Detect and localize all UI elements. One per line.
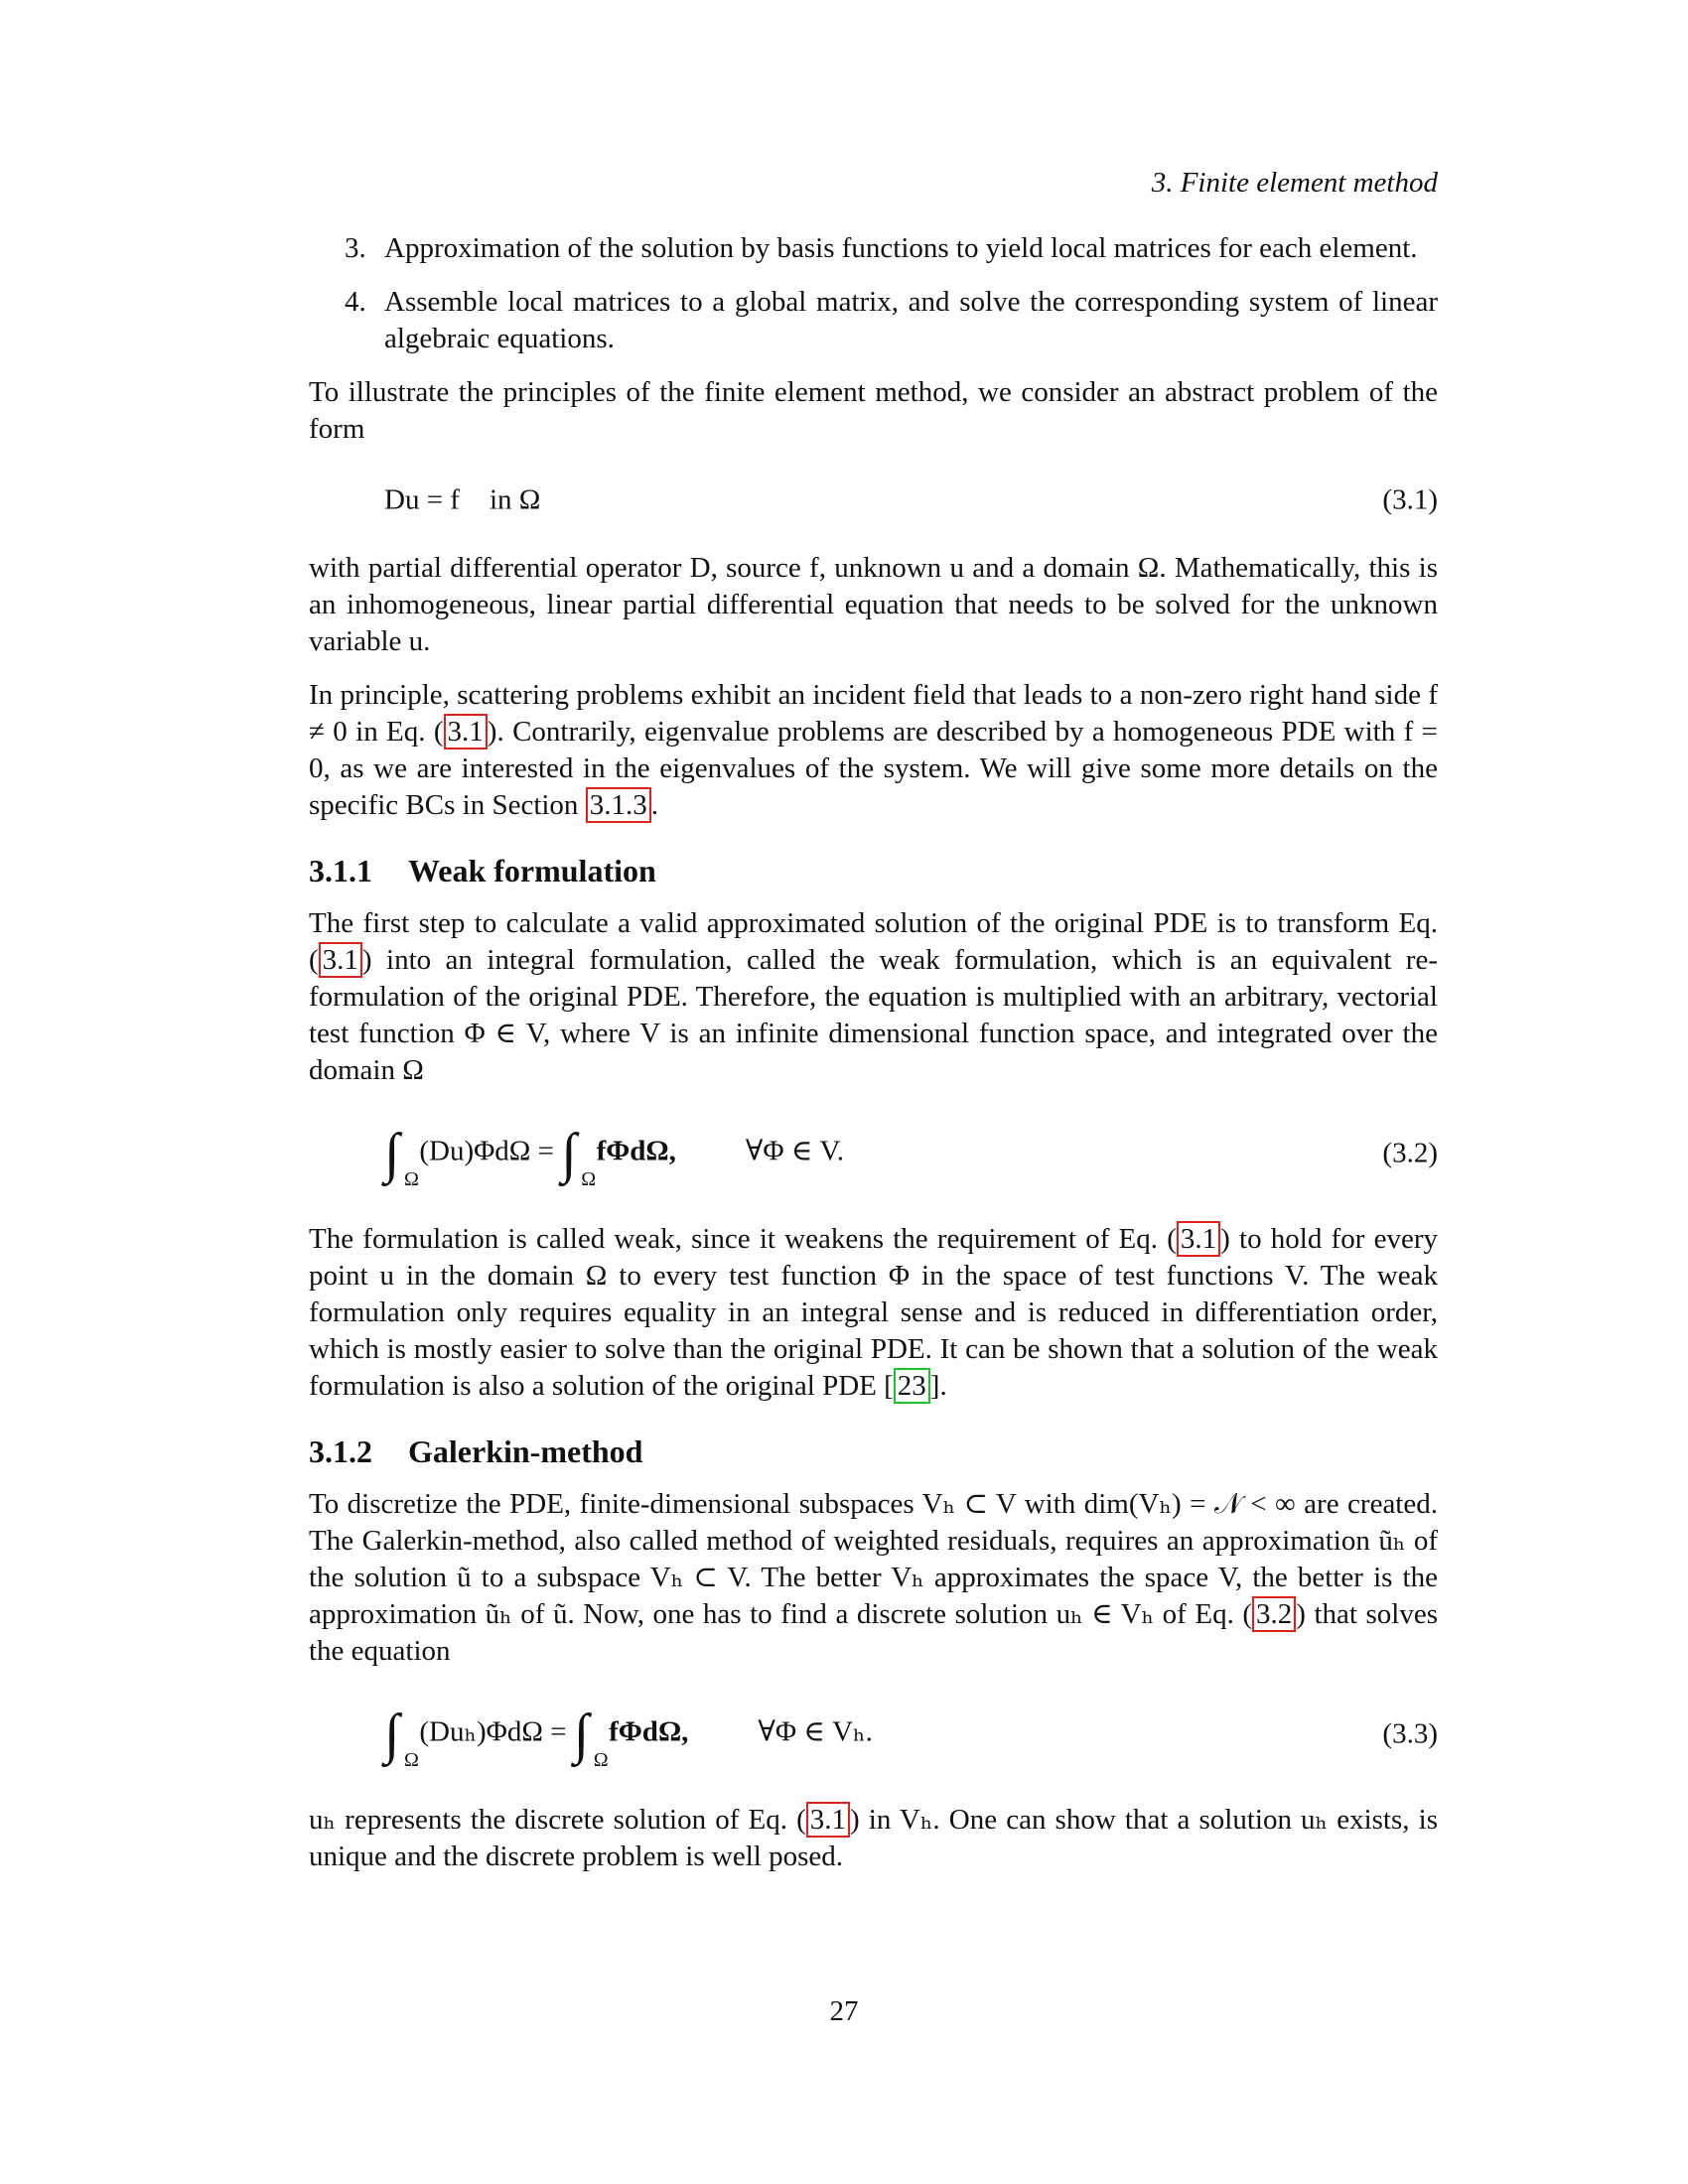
intro-paragraph: To illustrate the principles of the finite element method, we consider an abstract problem of the form — [309, 376, 1438, 445]
equation-rhs: fΦdΩ, — [596, 1135, 676, 1167]
text-run: To discretize the PDE, finite-dimensional subspaces Vₕ ⊂ V with dim(Vₕ) = 𝒩 < ∞ are created. The Galerkin-method, also called method of weighted residuals, requires an approximation ũₕ of the solution ũ to a subspace Vₕ ⊂ V. The better Vₕ approximates the space V, the better is the approximation ũₕ of ũ. Now, one has to find a discrete solution uₕ ∈ Vₕ of Eq. ( — [309, 1488, 1438, 1630]
equation-ref-link[interactable]: 3.1 — [806, 1802, 850, 1838]
list-item — [345, 284, 1438, 357]
integral-subscript: Ω — [404, 1749, 419, 1771]
section-heading-galerkin-method — [309, 1433, 1438, 1470]
equation-label: (3.1) — [1382, 483, 1438, 516]
section-heading-weak-formulation — [309, 852, 1438, 889]
list-item-text: Assemble local matrices to a global matrix, and solve the corresponding system of linear algebraic equations. — [384, 286, 1438, 354]
list-item-text: Approximation of the solution by basis functions to yield local matrices for each element. — [384, 232, 1418, 264]
equation-condition: ∀Φ ∈ Vₕ. — [758, 1715, 873, 1748]
equation-ref-link[interactable]: 3.1 — [319, 942, 362, 978]
weak-called-paragraph — [309, 1221, 1438, 1405]
list-item — [345, 230, 1438, 267]
integral-sign: ∫ Ω — [561, 1123, 597, 1190]
page-number: 27 — [829, 1995, 859, 2027]
integral-sign: ∫ Ω — [384, 1123, 419, 1190]
section-number: 3.1.1 — [309, 853, 372, 888]
equation-ref-link[interactable]: 3.1 — [444, 714, 488, 750]
equation-lhs: (Duₕ)ΦdΩ = — [419, 1715, 567, 1748]
equation-label: (3.2) — [1382, 1137, 1438, 1169]
list-item-number: 3. — [345, 232, 366, 264]
section-number: 3.1.2 — [309, 1433, 372, 1469]
equation-domain: in Ω — [489, 483, 541, 516]
equation-lhs: Du = f — [384, 483, 460, 516]
text-run: ]. — [929, 1370, 947, 1402]
main-content — [309, 230, 1438, 1892]
text-run: ) to hold for every point u in the domain Ω to every test function Φ in the space of test functions V. The weak formulation only requires equality in an integral sense and is reduced in differentiation order, which is mostly easier to solve than the original PDE. It can be shown that a solution of the weak formulation is also a solution of the original PDE [ — [309, 1223, 1438, 1402]
integral-subscript: Ω — [581, 1168, 597, 1190]
discrete-paragraph — [309, 1802, 1438, 1875]
text-run: The first step to calculate a valid approximated solution of the original PDE is to transform Eq. ( — [309, 907, 1438, 976]
galerkin-paragraph — [309, 1486, 1438, 1670]
equation-label: (3.3) — [1382, 1717, 1438, 1750]
text-run: The formulation is called weak, since it weakens the requirement of Eq. ( — [309, 1223, 1177, 1255]
equation-ref-link[interactable]: 3.1 — [1177, 1221, 1220, 1257]
section-ref-link[interactable]: 3.1.3 — [586, 787, 651, 823]
section-title: Galerkin-method — [408, 1433, 643, 1469]
integral-subscript: Ω — [404, 1168, 419, 1190]
operator-paragraph: with partial differential operator D, source f, unknown u and a domain Ω. Mathematically, this is an inhomogeneous, linear partial differential equation that needs to be solved for the unknown variable u. — [309, 552, 1438, 657]
equation-3-3 — [309, 1687, 1438, 1782]
text-run: In principle, scattering problems exhibit an incident field that leads to a non-zero right hand side f ≠ 0 in Eq. ( — [309, 679, 1438, 748]
section-title: Weak formulation — [408, 853, 656, 888]
equation-ref-link[interactable]: 3.2 — [1252, 1596, 1296, 1632]
text-run: uₕ represents the discrete solution of Eq. ( — [309, 1804, 806, 1836]
text-run: ) into an integral formulation, called the weak formulation, which is an equivalent re-formulation of the original PDE. Therefore, the equation is multiplied with an arbitrary, vectorial test function Φ ∈ V, where V is an infinite dimensional function space, and integrated over the domain Ω — [309, 944, 1438, 1086]
running-head: 3. Finite element method — [1151, 167, 1438, 199]
text-run: ) that solves the equation — [309, 1598, 1438, 1667]
equation-lhs: (Du)ΦdΩ = — [419, 1135, 554, 1167]
text-run: . — [650, 789, 658, 821]
text-run: ). Contrarily, eigenvalue problems are described by a homogeneous PDE with f = 0, as we are interested in the eigenvalues of the system. We will give some more details on the specific BCs in Section — [309, 716, 1438, 821]
list-item-number: 4. — [345, 286, 366, 318]
integral-subscript: Ω — [593, 1749, 609, 1771]
scattering-paragraph — [309, 677, 1438, 824]
citation-link[interactable]: 23 — [894, 1368, 930, 1404]
equation-rhs: fΦdΩ, — [609, 1715, 689, 1748]
text-run: ) in Vₕ. One can show that a solution uₕ exists, is unique and the discrete problem is well posed. — [309, 1804, 1438, 1872]
integral-sign: ∫ Ω — [573, 1704, 609, 1771]
weak-paragraph — [309, 905, 1438, 1089]
equation-3-2 — [309, 1106, 1438, 1201]
equation-condition: ∀Φ ∈ V. — [745, 1135, 844, 1167]
integral-sign: ∫ Ω — [384, 1704, 419, 1771]
step-list — [309, 230, 1438, 357]
equation-3-1 — [309, 465, 1438, 536]
